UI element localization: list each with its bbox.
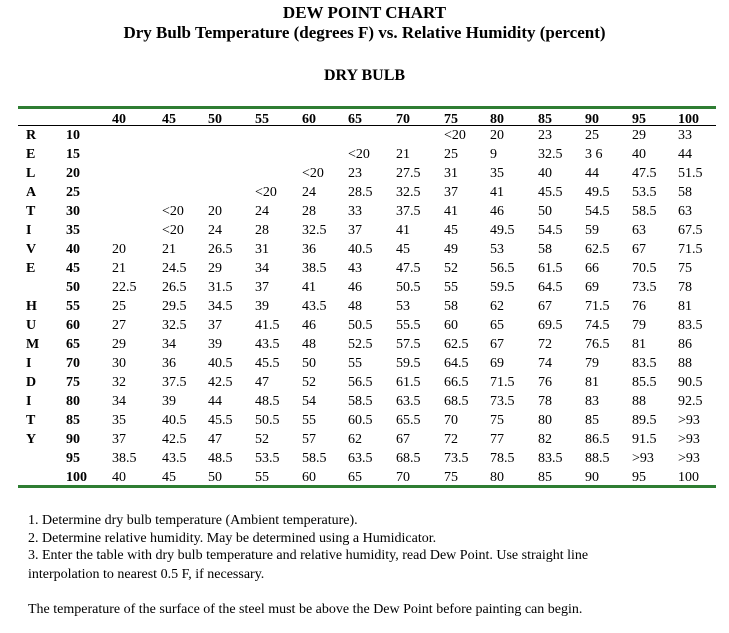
table-cell: 47 [255,375,269,390]
table-cell: 41 [302,280,316,295]
table-cell: 35 [490,166,504,181]
table-cell: 47.5 [396,261,421,276]
table-cell: 48 [302,337,316,352]
table-cell: 24 [255,204,269,219]
column-header: 80 [490,112,504,127]
table-cell: 31 [444,166,458,181]
table-cell: 28.5 [348,185,373,200]
table-cell: 65 [348,470,362,485]
table-cell: 56.5 [490,261,515,276]
table-cell: >93 [632,451,654,466]
row-group-letter: E [26,261,36,276]
table-cell: 63.5 [348,451,373,466]
table-cell: 41 [444,204,458,219]
table-cell: 54 [302,394,316,409]
table-cell: 52 [255,432,269,447]
table-cell: 55 [255,470,269,485]
table-cell: 9 [490,147,497,162]
table-cell: 47 [208,432,222,447]
table-cell: 60 [444,318,458,333]
table-cell: 50 [208,470,222,485]
row-group-letter: M [26,337,40,352]
table-cell: 49.5 [585,185,610,200]
table-cell: 50 [538,204,552,219]
table-cell: 37 [348,223,362,238]
table-cell: 29 [112,337,126,352]
table-cell: 27 [112,318,126,333]
table-cell: 37 [112,432,126,447]
table-cell: 39 [162,394,176,409]
table-cell: 59.5 [396,356,421,371]
table-cell: 67 [538,299,552,314]
table-cell: 40.5 [162,413,187,428]
table-cell: 24 [208,223,222,238]
table-cell: 50 [302,356,316,371]
table-cell: <20 [302,166,324,181]
row-header-humidity: 15 [66,147,80,162]
table-cell: >93 [678,432,700,447]
table-cell: 65 [490,318,504,333]
table-cell: 68.5 [396,451,421,466]
column-header: 60 [302,112,316,127]
table-cell: 31.5 [208,280,233,295]
table-cell: 40 [538,166,552,181]
table-cell: 66.5 [444,375,469,390]
table-cell: 62.5 [585,242,610,257]
table-cell: 30 [112,356,126,371]
table-cell: 70.5 [632,261,657,276]
table-cell: 37 [208,318,222,333]
painting-warning: The temperature of the surface of the steel must be above the Dew Point before painting can begin. [28,602,583,617]
table-cell: 67 [632,242,646,257]
table-cell: 78 [678,280,692,295]
table-cell: 88.5 [585,451,610,466]
table-cell: 75 [490,413,504,428]
table-cell: 46 [302,318,316,333]
row-group-letter: Y [26,432,37,447]
page-title: DEW POINT CHART [282,3,447,22]
table-cell: 36 [302,242,316,257]
column-header: 40 [112,112,126,127]
table-cell: 55.5 [396,318,421,333]
table-cell: 23 [348,166,362,181]
table-cell: 90 [585,470,599,485]
table-cell: 37.5 [396,204,421,219]
table-cell: 71.5 [678,242,703,257]
table-cell: 22.5 [112,280,137,295]
table-cell: 80 [538,413,552,428]
table-cell: 45 [162,470,176,485]
table-cell: 55 [444,280,458,295]
table-cell: 32.5 [162,318,187,333]
table-cell: 58 [444,299,458,314]
column-header: 55 [255,112,269,127]
row-group-letter: I [26,394,32,409]
table-cell: 25 [444,147,458,162]
table-cell: 79 [632,318,646,333]
table-cell: 53.5 [255,451,280,466]
table-cell: 80 [490,470,504,485]
table-cell: 65.5 [396,413,421,428]
table-cell: 79 [585,356,599,371]
table-cell: 24.5 [162,261,187,276]
table-cell: 52 [444,261,458,276]
row-group-letter: R [26,128,37,143]
column-header: 90 [585,112,599,127]
table-cell: 52 [302,375,316,390]
table-cell: 45.5 [208,413,233,428]
row-header-humidity: 20 [66,166,80,181]
table-cell: 83.5 [632,356,657,371]
table-cell: 29 [632,128,646,143]
row-header-humidity: 65 [66,337,80,352]
table-cell: 62 [490,299,504,314]
table-cell: 35 [112,413,126,428]
table-cell: 90.5 [678,375,703,390]
table-cell: 62 [348,432,362,447]
table-cell: 88 [632,394,646,409]
row-group-letter: I [26,356,32,371]
table-cell: 47.5 [632,166,657,181]
table-cell: 28 [302,204,316,219]
table-cell: 40 [112,470,126,485]
table-cell: 76.5 [585,337,610,352]
table-cell: 89.5 [632,413,657,428]
table-top-rule [18,106,716,109]
row-header-humidity: 60 [66,318,80,333]
table-cell: 26.5 [208,242,233,257]
table-cell: 34 [112,394,126,409]
table-cell: 37 [255,280,269,295]
table-cell: 78.5 [490,451,515,466]
row-group-letter: L [26,166,36,181]
table-cell: 20 [490,128,504,143]
table-cell: 53 [396,299,410,314]
table-cell: 49 [444,242,458,257]
table-cell: 58.5 [348,394,373,409]
table-cell: 70 [396,470,410,485]
table-cell: 67.5 [678,223,703,238]
table-cell: 85 [538,470,552,485]
row-group-letter: A [26,185,37,200]
row-header-humidity: 75 [66,375,80,390]
row-header-humidity: 80 [66,394,80,409]
table-cell: 32 [112,375,126,390]
table-cell: <20 [255,185,277,200]
table-cell: 58.5 [632,204,657,219]
table-cell: 41 [490,185,504,200]
row-group-letter: T [26,204,36,219]
table-cell: 95 [632,470,646,485]
table-cell: 68.5 [444,394,469,409]
row-header-humidity: 100 [66,470,87,485]
table-cell: 40.5 [208,356,233,371]
table-cell: 42.5 [208,375,233,390]
table-cell: <20 [348,147,370,162]
row-group-letter: E [26,147,36,162]
table-cell: 38.5 [302,261,327,276]
table-cell: 74 [538,356,552,371]
table-cell: 82 [538,432,552,447]
row-header-humidity: 55 [66,299,80,314]
table-cell: 20 [208,204,222,219]
table-cell: 76 [632,299,646,314]
table-cell: 71.5 [585,299,610,314]
table-cell: 85 [585,413,599,428]
table-cell: 32.5 [538,147,563,162]
table-cell: 44 [678,147,692,162]
table-cell: 25 [585,128,599,143]
table-cell: 92.5 [678,394,703,409]
table-cell: >93 [678,413,700,428]
table-cell: 33 [678,128,692,143]
table-cell: 48 [348,299,362,314]
table-cell: 29 [208,261,222,276]
table-cell: 33 [348,204,362,219]
table-cell: 21 [396,147,410,162]
page-subtitle: Dry Bulb Temperature (degrees F) vs. Relative Humidity (percent) [123,23,606,42]
table-cell: 45.5 [538,185,563,200]
table-cell: 41 [396,223,410,238]
table-cell: 27.5 [396,166,421,181]
table-cell: 34 [162,337,176,352]
table-cell: 58 [678,185,692,200]
table-cell: 50.5 [396,280,421,295]
table-cell: 58 [538,242,552,257]
table-cell: 25 [112,299,126,314]
column-header: 45 [162,112,176,127]
table-cell: 39 [208,337,222,352]
row-group-letter: H [26,299,37,314]
row-header-humidity: 50 [66,280,80,295]
table-cell: 69 [585,280,599,295]
column-header: 70 [396,112,410,127]
table-cell: 91.5 [632,432,657,447]
table-cell: 45.5 [255,356,280,371]
column-header: 50 [208,112,222,127]
row-group-letter: V [26,242,37,257]
row-header-humidity: 95 [66,451,80,466]
note-3-continued: interpolation to nearest 0.5 F, if necessary. [28,567,265,582]
column-group-label: DRY BULB [323,67,406,84]
table-cell: 20 [112,242,126,257]
column-header: 95 [632,112,646,127]
column-header: 100 [678,112,699,127]
table-cell: 67 [490,337,504,352]
row-group-letter: U [26,318,37,333]
table-cell: 83.5 [538,451,563,466]
table-cell: 86.5 [585,432,610,447]
row-group-letter: T [26,413,36,428]
table-cell: 62.5 [444,337,469,352]
row-header-humidity: 35 [66,223,80,238]
table-cell: 50.5 [255,413,280,428]
table-cell: 46 [348,280,362,295]
table-cell: 34.5 [208,299,233,314]
table-cell: 72 [538,337,552,352]
table-cell: 48.5 [255,394,280,409]
table-cell: 26.5 [162,280,187,295]
table-cell: 55 [348,356,362,371]
note-1: 1. Determine dry bulb temperature (Ambient temperature). [28,513,358,528]
table-cell: <20 [444,128,466,143]
table-cell: 60 [302,470,316,485]
table-cell: 69.5 [538,318,563,333]
row-header-humidity: 10 [66,128,80,143]
table-cell: 70 [444,413,458,428]
table-cell: 41.5 [255,318,280,333]
table-cell: 29.5 [162,299,187,314]
table-cell: 59 [585,223,599,238]
table-cell: 100 [678,470,699,485]
table-cell: 38.5 [112,451,137,466]
table-cell: 75 [678,261,692,276]
table-cell: 64.5 [444,356,469,371]
table-cell: 46 [490,204,504,219]
table-cell: 53.5 [632,185,657,200]
table-cell: 44 [208,394,222,409]
table-cell: 81 [585,375,599,390]
table-cell: 73.5 [444,451,469,466]
table-cell: 71.5 [490,375,515,390]
row-header-humidity: 85 [66,413,80,428]
table-cell: 74.5 [585,318,610,333]
table-cell: 61.5 [396,375,421,390]
table-cell: 3 6 [585,147,603,162]
table-cell: 56.5 [348,375,373,390]
table-cell: 40 [632,147,646,162]
table-cell: 63 [632,223,646,238]
table-cell: 43 [348,261,362,276]
table-cell: 81 [632,337,646,352]
row-header-humidity: 30 [66,204,80,219]
table-cell: 36 [162,356,176,371]
table-cell: 53 [490,242,504,257]
table-cell: 43.5 [255,337,280,352]
row-header-humidity: 25 [66,185,80,200]
table-cell: 64.5 [538,280,563,295]
table-cell: 51.5 [678,166,703,181]
table-cell: 83.5 [678,318,703,333]
table-cell: 24 [302,185,316,200]
table-cell: 88 [678,356,692,371]
table-cell: 21 [162,242,176,257]
table-cell: 81 [678,299,692,314]
table-cell: 28 [255,223,269,238]
table-cell: 39 [255,299,269,314]
table-cell: 59.5 [490,280,515,295]
table-cell: 32.5 [396,185,421,200]
table-cell: <20 [162,204,184,219]
table-cell: 60.5 [348,413,373,428]
table-cell: 75 [444,470,458,485]
table-cell: 61.5 [538,261,563,276]
table-cell: 45 [396,242,410,257]
table-cell: 43.5 [302,299,327,314]
table-cell: 73.5 [632,280,657,295]
table-cell: 86 [678,337,692,352]
note-3: 3. Enter the table with dry bulb temperature and relative humidity, read Dew Point. Use straight line [28,548,589,563]
table-cell: 50.5 [348,318,373,333]
table-cell: 76 [538,375,552,390]
table-cell: 21 [112,261,126,276]
table-cell: 58.5 [302,451,327,466]
table-cell: 54.5 [585,204,610,219]
table-cell: 37 [444,185,458,200]
table-cell: 32.5 [302,223,327,238]
table-cell: 40.5 [348,242,373,257]
table-cell: 72 [444,432,458,447]
table-cell: 66 [585,261,599,276]
table-cell: 42.5 [162,432,187,447]
row-header-humidity: 70 [66,356,80,371]
column-header: 85 [538,112,552,127]
row-header-humidity: 90 [66,432,80,447]
table-cell: 45 [444,223,458,238]
table-cell: 37.5 [162,375,187,390]
table-cell: >93 [678,451,700,466]
table-cell: <20 [162,223,184,238]
table-cell: 44 [585,166,599,181]
table-cell: 31 [255,242,269,257]
table-cell: 63 [678,204,692,219]
table-cell: 83 [585,394,599,409]
table-cell: 77 [490,432,504,447]
table-cell: 54.5 [538,223,563,238]
table-cell: 49.5 [490,223,515,238]
row-group-letter: D [26,375,37,390]
table-cell: 57 [302,432,316,447]
table-cell: 63.5 [396,394,421,409]
table-cell: 57.5 [396,337,421,352]
row-group-letter: I [26,223,32,238]
column-header: 65 [348,112,362,127]
table-cell: 48.5 [208,451,233,466]
table-cell: 85.5 [632,375,657,390]
column-header: 75 [444,112,458,127]
table-cell: 73.5 [490,394,515,409]
row-header-humidity: 45 [66,261,80,276]
note-2: 2. Determine relative humidity. May be determined using a Humidicator. [28,531,437,546]
table-cell: 34 [255,261,269,276]
table-cell: 23 [538,128,552,143]
table-cell: 78 [538,394,552,409]
table-cell: 67 [396,432,410,447]
table-cell: 43.5 [162,451,187,466]
table-cell: 55 [302,413,316,428]
row-header-humidity: 40 [66,242,80,257]
table-cell: 69 [490,356,504,371]
table-cell: 52.5 [348,337,373,352]
